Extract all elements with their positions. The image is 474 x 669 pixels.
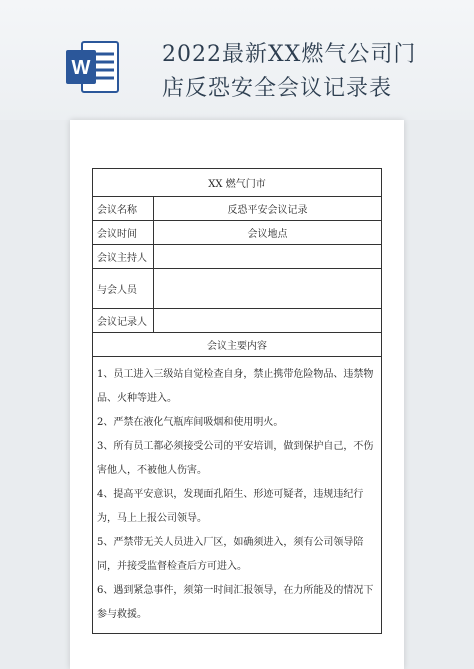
table-caption: XX 燃气门市	[93, 169, 382, 197]
host-label: 会议主持人	[93, 245, 154, 269]
document-page	[70, 120, 404, 669]
meeting-record-table	[92, 168, 382, 634]
content-item: 4、提高平安意识，发现面孔陌生、形迹可疑者，违规违纪行为，马上上报公司领导。	[97, 489, 364, 524]
svg-text:W: W	[71, 57, 91, 79]
meeting-name-label: 会议名称	[93, 197, 154, 221]
meeting-place-label: 会议地点	[154, 221, 382, 245]
recorder-value	[154, 309, 382, 333]
recorder-label: 会议记录人	[93, 309, 154, 333]
title-line-1: 2022最新XX燃气公司门	[162, 42, 417, 67]
title-line-2: 店反恐安全会议记录表	[162, 76, 393, 101]
content-item: 6、遇到紧急事件，须第一时间汇报领导，在力所能及的情况下参与救援。	[97, 585, 374, 620]
host-value	[154, 245, 382, 269]
document-title	[162, 38, 462, 106]
meeting-time-label: 会议时间	[93, 221, 154, 245]
word-document-icon	[64, 38, 122, 96]
attendees-value	[154, 269, 382, 309]
meeting-name-value: 反恐平安会议记录	[154, 197, 382, 221]
content-item: 3、所有员工都必须接受公司的平安培训，做到保护自己，不伤害他人，不被他人伤害。	[97, 441, 374, 476]
content-item: 1、员工进入三级站自觉检查自身，禁止携带危险物品、违禁物品、火种等进入。	[97, 369, 374, 404]
header-banner	[0, 0, 474, 120]
main-content	[93, 357, 382, 634]
main-content-label: 会议主要内容	[93, 333, 382, 357]
attendees-label: 与会人员	[93, 269, 154, 309]
content-item: 2、严禁在液化气瓶库间吸烟和使用明火。	[97, 417, 284, 428]
content-item: 5、严禁带无关人员进入厂区，如确须进入，须有公司领导陪同，并接受监督检查后方可进入。	[97, 537, 364, 572]
